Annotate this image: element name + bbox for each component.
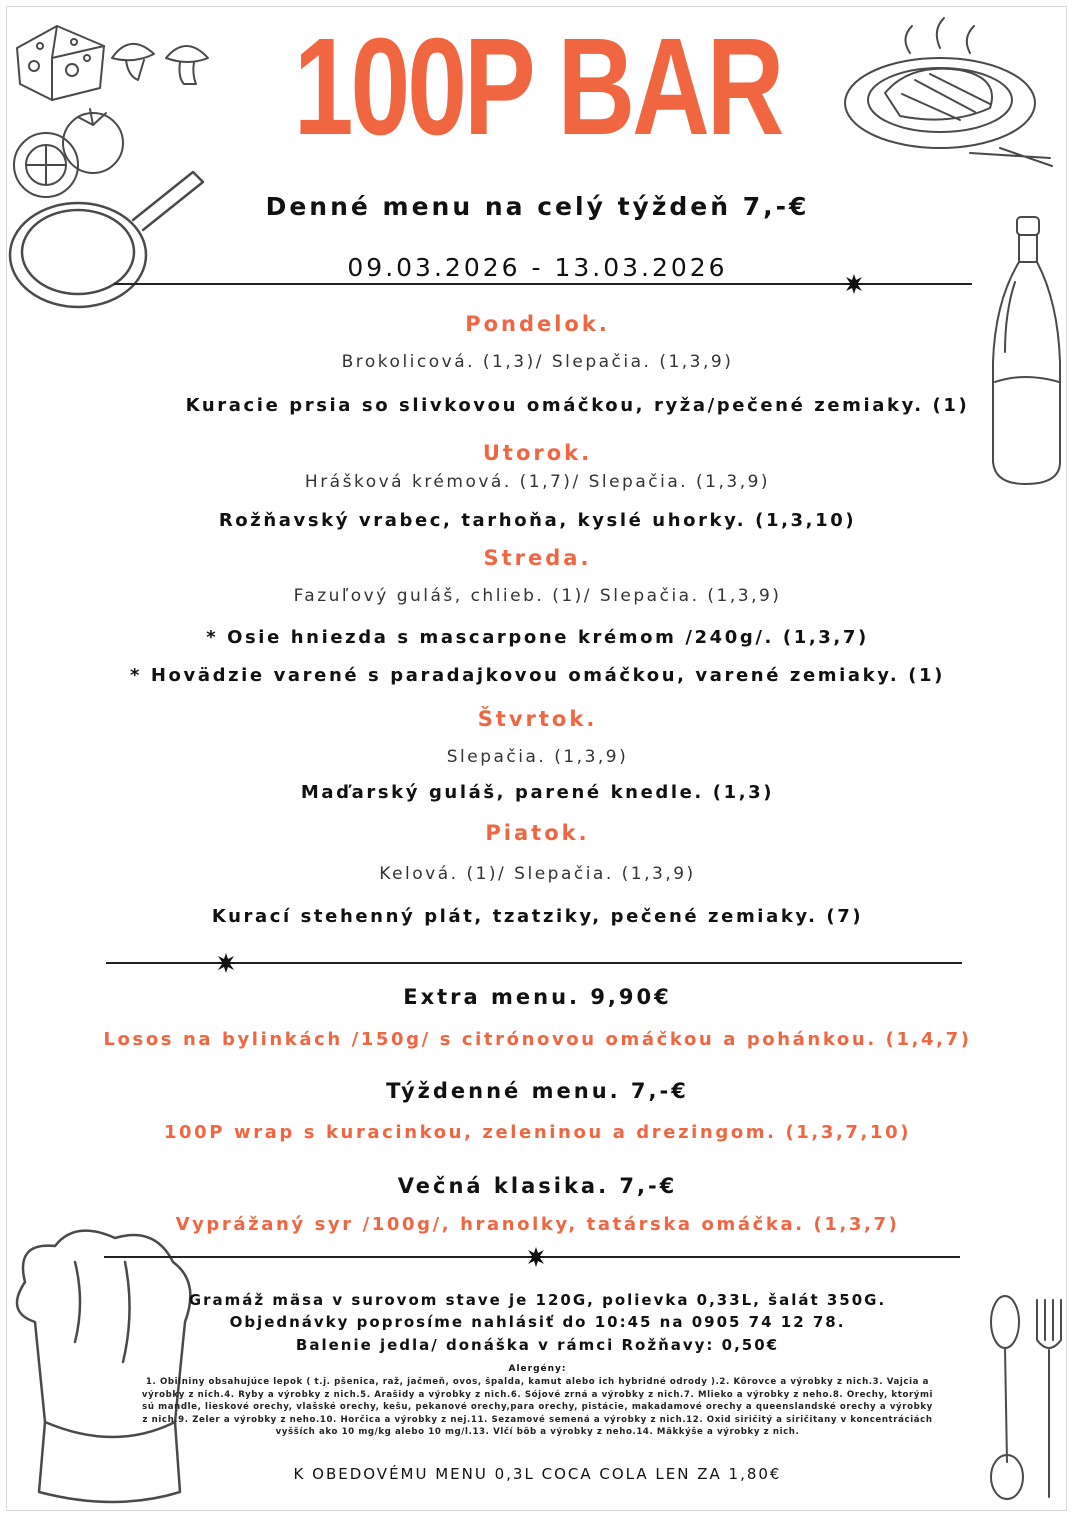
allergens-list: 1. Obilniny obsahujúce lepok ( t.j. pšenica, raž, jačmeň, ovos, špalda, kamut alebo ich hybridné odrody ).2. Kôrovce a výrobky z nich.3. Vajcia a výrobky z nich.4. Ryby a výrobky z nich.5. Arašidy a výrobky z nich.6. Sójové zrná a výrobky z nich.7. Mlieko a výrobky z neho.8. Orechy, ktorými sú mandle, lieskové orechy, vlašské orechy, kešu, pekanové orechy,para orechy, pistácie, makadamové orechy a queenslandské orechy a výrobky z nich.9. Zeler a výrobky z neho.10. Horčica a výrobky z nej.11. Sezamové semená a výrobky z nich.12. Oxid siričitý a siričitany v koncentráciách vyšších ako 10 mg/kg alebo 10 mg/l.13. Vlčí bôb a výrobky z neho.14. Mäkkýše a výrobky z nich.	[141, 1377, 934, 1438]
footer-portion-info: Gramáž mäsa v surovom stave je 120G, polievka 0,33L, šalát 350G.	[188, 1291, 887, 1309]
cola-offer: K OBEDOVÉMU MENU 0,3L COCA COLA LEN ZA 1,80€	[293, 1465, 782, 1483]
day-soup: Hrášková krémová. (1,7)/ Slepačia. (1,3,9)	[304, 472, 771, 492]
date-range: 09.03.2026 - 13.03.2026	[347, 253, 728, 282]
divider-ornament	[526, 1247, 546, 1267]
footer-delivery-info: Balenie jedla/ donáška v rámci Rožňavy: 0,50€	[295, 1336, 780, 1354]
day-main: Maďarský guláš, parené knedle. (1,3)	[300, 782, 775, 803]
day-soup: Brokolicová. (1,3)/ Slepačia. (1,3,9)	[341, 352, 734, 372]
day-soup: Slepačia. (1,3,9)	[446, 747, 629, 767]
classic-menu-item: Vyprážaný syr /100g/, hranolky, tatárska omáčka. (1,3,7)	[175, 1214, 900, 1235]
extra-menu-heading: Extra menu. 9,90€	[403, 985, 672, 1009]
day-soup: Kelová. (1)/ Slepačia. (1,3,9)	[379, 864, 696, 884]
day-heading: Štvrtok.	[477, 707, 598, 731]
day-main: Kurací stehenný plát, tzatziky, pečené zemiaky. (7)	[211, 906, 864, 927]
cheese-icon	[12, 18, 107, 103]
menu-subtitle: Denné menu na celý týždeň 7,-€	[265, 192, 810, 221]
restaurant-title: 100P BAR	[293, 10, 782, 164]
extra-menu-item: Losos na bylinkách /150g/ s citrónovou omáčkou a pohánkou. (1,4,7)	[103, 1029, 972, 1050]
day-soup: Fazuľový guláš, chlieb. (1)/ Slepačia. (1,3,9)	[293, 586, 782, 606]
day-main: * Hovädzie varené s paradajkovou omáčkou, varené zemiaky. (1)	[130, 665, 945, 686]
classic-menu-heading: Večná klasika. 7,-€	[397, 1174, 678, 1198]
weekly-menu-item: 100P wrap s kuracinkou, zeleninou a drezingom. (1,3,7,10)	[163, 1122, 912, 1143]
divider-ornament	[844, 274, 864, 294]
weekly-menu-heading: Týždenné menu. 7,-€	[386, 1079, 689, 1103]
day-main: Kuracie prsia so slivkovou omáčkou, ryža/pečené zemiaky. (1)	[185, 395, 970, 416]
frying-pan-icon	[8, 160, 208, 320]
day-heading: Pondelok.	[465, 312, 610, 336]
day-heading: Streda.	[483, 546, 592, 570]
footer-order-info: Objednávky poprosíme nahlásiť do 10:45 na 0905 74 12 78.	[229, 1313, 846, 1331]
day-main: Rožňavský vrabec, tarhoňa, kyslé uhorky. (1,3,10)	[218, 510, 857, 531]
divider-ornament	[216, 953, 236, 973]
day-main: * Osie hniezda s mascarpone krémom /240g/. (1,3,7)	[206, 627, 869, 648]
day-heading: Utorok.	[482, 441, 593, 465]
allergens-title: Alergény:	[508, 1364, 567, 1374]
day-heading: Piatok.	[485, 821, 590, 845]
